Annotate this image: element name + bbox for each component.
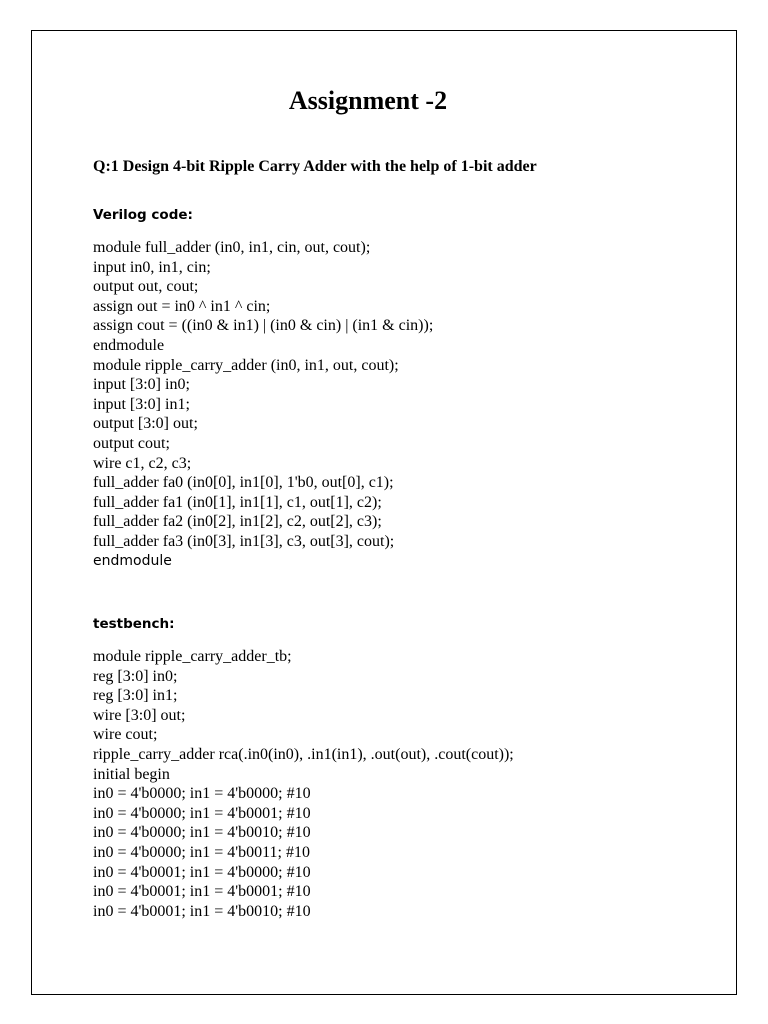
code-line: module full_adder (in0, in1, cin, out, cout); [93, 239, 371, 256]
code-line: module ripple_carry_adder_tb; [93, 648, 292, 665]
code-line: input [3:0] in0; [93, 376, 190, 394]
code-line: in0 = 4'b0000; in1 = 4'b0000; #10 [93, 785, 311, 803]
title-text: Assignment -2 [288, 86, 448, 115]
code-line: wire [3:0] out; [93, 706, 186, 724]
code-line: full_adder fa1 (in0[1], in1[1], c1, out[1], c2); [93, 493, 382, 511]
code-line: output cout; [93, 434, 170, 452]
code-line: output [3:0] out; [93, 415, 198, 433]
code-line: endmodule [93, 336, 165, 354]
code-line: in0 = 4'b0000; in1 = 4'b0001; #10 [93, 804, 311, 822]
code-line: in0 = 4'b0001; in1 = 4'b0000; #10 [93, 863, 311, 881]
code-line: wire cout; [93, 726, 158, 744]
code-line: full_adder fa0 (in0[0], in1[0], 1'b0, out[0], c1); [93, 474, 394, 492]
code-line: output out, cout; [93, 278, 199, 296]
code-line: in0 = 4'b0000; in1 = 4'b0010; #10 [93, 824, 311, 842]
code-line: reg [3:0] in0; [93, 667, 178, 685]
testbench-label: testbench: [93, 616, 175, 632]
page-title [0, 86, 768, 116]
verilog-code-label: Verilog code: [93, 207, 193, 223]
code-line: module ripple_carry_adder (in0, in1, out, cout); [93, 356, 399, 374]
code-line: full_adder fa2 (in0[2], in1[2], c2, out[2], c3); [93, 513, 382, 531]
code-line: in0 = 4'b0000; in1 = 4'b0011; #10 [93, 843, 310, 861]
verilog-code-block [93, 238, 433, 571]
code-line: endmodule [93, 552, 172, 569]
code-line: reg [3:0] in1; [93, 687, 178, 705]
code-line: input in0, in1, cin; [93, 258, 211, 276]
code-line: input [3:0] in1; [93, 395, 190, 413]
code-line: wire c1, c2, c3; [93, 454, 192, 472]
code-line: ripple_carry_adder rca(.in0(in0), .in1(in1), .out(out), .cout(cout)); [93, 745, 514, 763]
code-line: assign cout = ((in0 & in1) | (in0 & cin) | (in1 & cin)); [93, 317, 434, 335]
code-line: in0 = 4'b0001; in1 = 4'b0001; #10 [93, 883, 311, 901]
code-line: full_adder fa3 (in0[3], in1[3], c3, out[3], cout); [93, 532, 395, 550]
code-line: initial begin [93, 765, 170, 783]
testbench-code-block [93, 647, 514, 921]
code-line: assign out = in0 ^ in1 ^ cin; [93, 297, 271, 315]
code-line: in0 = 4'b0001; in1 = 4'b0010; #10 [93, 902, 311, 920]
question-text: Q:1 Design 4-bit Ripple Carry Adder with the help of 1-bit adder [93, 158, 537, 175]
